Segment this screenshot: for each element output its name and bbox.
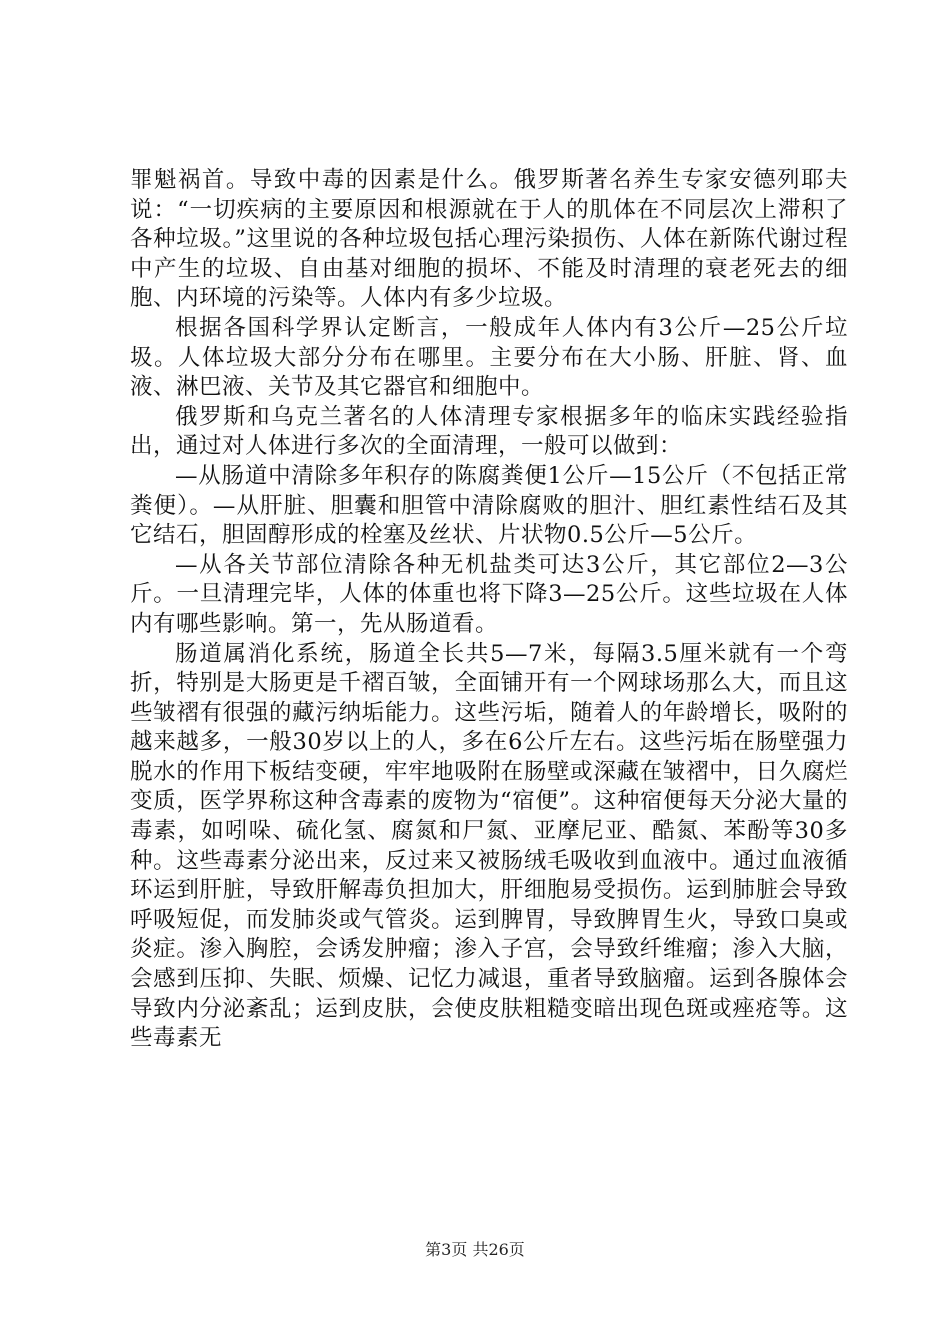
paragraph-1: 罪魁祸首。导致中毒的因素是什么。俄罗斯著名养生专家安德列耶夫说：“一切疾病的主要原因和根源就在于人的肌体在不同层次上滞积了各种垃圾。”这里说的各种垃圾包括心理污染损伤、人体在新陈代谢过程中产生的垃圾、自由基对细胞的损坏、不能及时清理的衰老死去的细胞、内环境的污染等。人体内有多少垃圾。: [130, 167, 848, 312]
page-footer: [0, 1240, 950, 1260]
paragraph-5: —从各关节部位清除各种无机盐类可达3公斤，其它部位2—3公斤。一旦清理完毕，人体的体重也将下降3—25公斤。这些垃圾在人体内有哪些影响。第一，先从肠道看。: [130, 551, 848, 637]
paragraph-4: —从肠道中清除多年积存的陈腐粪便1公斤—15公斤（不包括正常粪便）。—从肝脏、胆囊和胆管中清除腐败的胆汁、胆红素性结石及其它结石，胆固醇形成的栓塞及丝状、片状物0.5公斤—5公斤。: [130, 462, 848, 549]
paragraph-6: 肠道属消化系统，肠道全长共5—7米，每隔3.5厘米就有一个弯折，特别是大肠更是千褶百皱，全面铺开有一个网球场那么大，而且这些皱褶有很强的藏污纳垢能力。这些污垢，随着人的年龄增长，吸附的越来越多，一般30岁以上的人，多在6公斤左右。这些污垢在肠壁强力脱水的作用下板结变硬，牢牢地吸附在肠壁或深藏在皱褶中，日久腐烂变质，医学界称这种含毒素的废物为“宿便”。这种宿便每天分泌大量的毒素，如吲哚、硫化氢、腐氮和尸氮、亚摩尼亚、酷氮、苯酚等30多种。这些毒素分泌出来，反过来又被肠绒毛吸收到血液中。通过血液循环运到肝脏，导致肝解毒负担加大，肝细胞易受损伤。运到肺脏会导致呼吸短促，而发肺炎或气管炎。运到脾胃，导致脾胃生火，导致口臭或炎症。渗入胸腔，会诱发肿瘤；渗入子宫，会导致纤维瘤；渗入大脑，会感到压抑、失眠、烦燥、记忆力减退，重者导致脑瘤。运到各腺体会导致内分泌紊乱；运到皮肤，会使皮肤粗糙变暗出现色斑或痤疮等。这些毒素无: [130, 640, 848, 1052]
body-text: [130, 166, 848, 1054]
page-number-label: 第3页 共26页: [425, 1240, 525, 1259]
paragraph-3: 俄罗斯和乌克兰著名的人体清理专家根据多年的临床实践经验指出，通过对人体进行多次的全面清理，一般可以做到：: [130, 403, 848, 460]
paragraph-2: 根据各国科学界认定断言，一般成年人体内有3公斤—25公斤垃圾。人体垃圾大部分分布在哪里。主要分布在大小肠、肝脏、肾、血液、淋巴液、关节及其它器官和细胞中。: [130, 314, 848, 401]
